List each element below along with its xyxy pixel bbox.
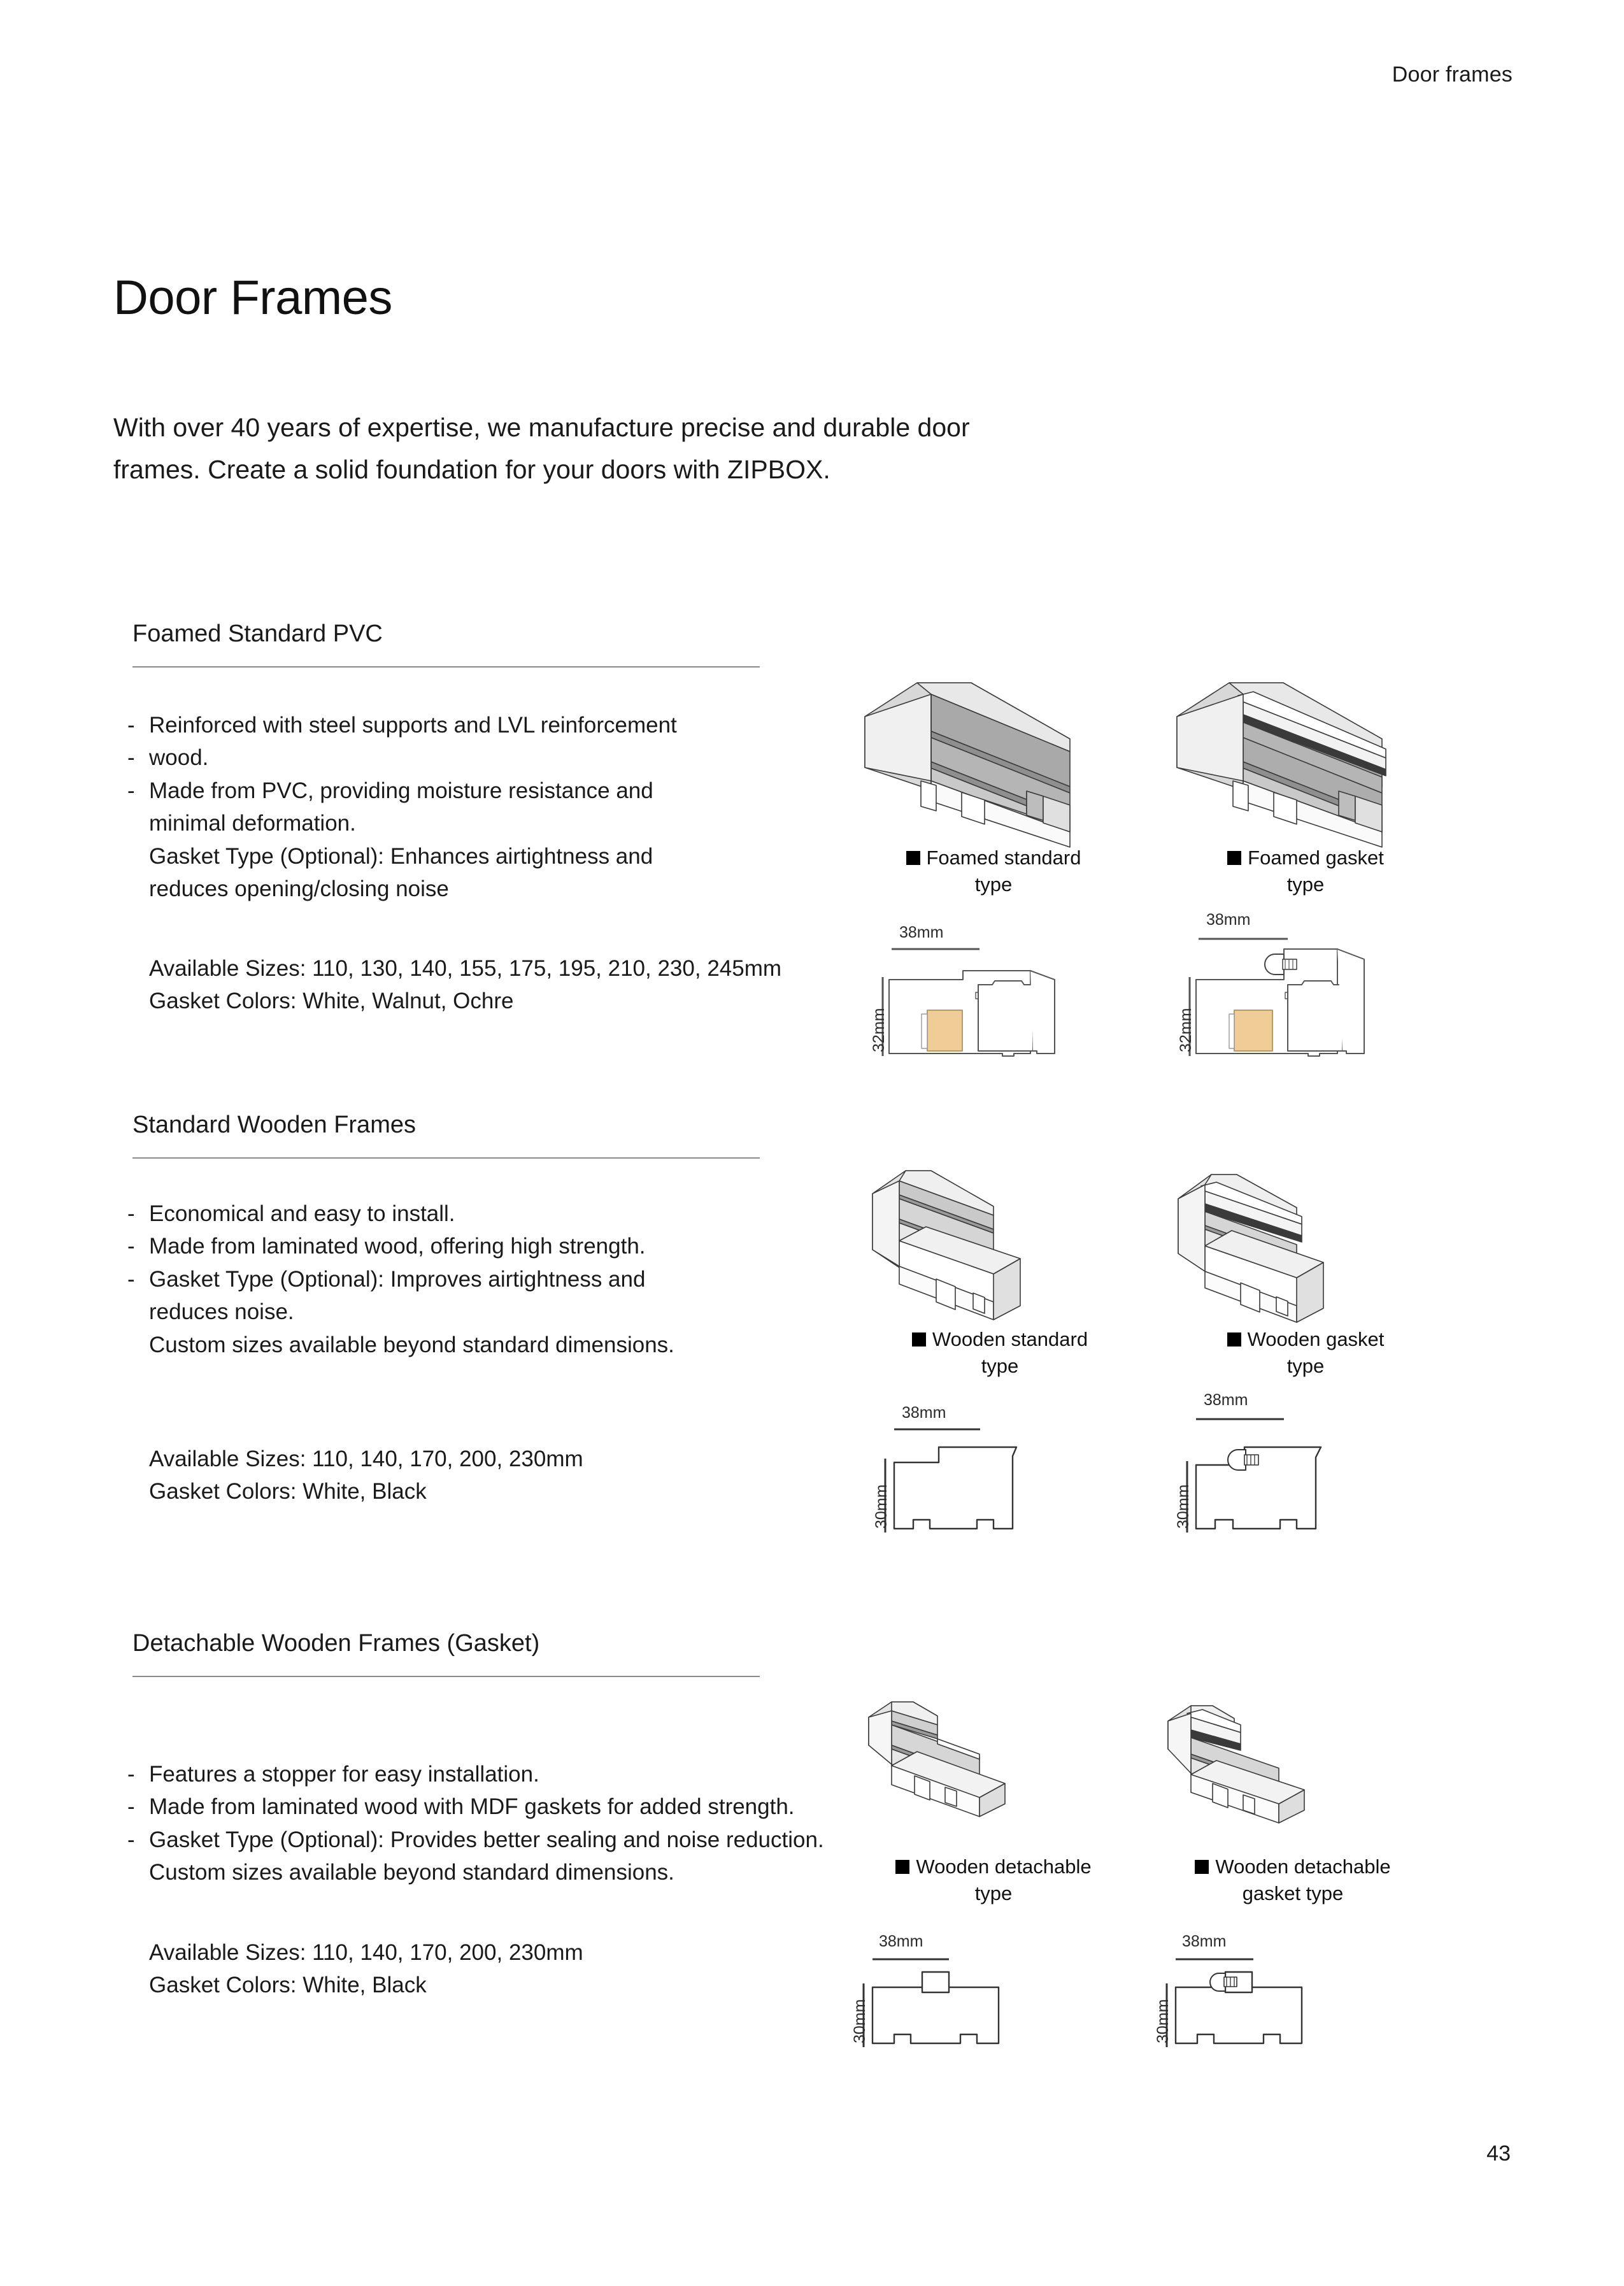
dash-marker: - <box>127 1266 135 1292</box>
spacer <box>127 1329 149 1361</box>
bullet-text: Reinforced with steel supports and LVL reinforcement <box>149 713 677 738</box>
section-divider-2 <box>132 1157 760 1159</box>
list-item-continuation <box>127 840 809 873</box>
caption-line-1: Wooden detachable <box>916 1855 1092 1878</box>
legend-square-icon <box>895 1860 909 1874</box>
section-title-2: Standard Wooden Frames <box>132 1111 416 1138</box>
render-wooden-detachable-3d <box>860 1682 1127 1860</box>
dimension-width-label: 38mm <box>1182 1932 1227 1950</box>
list-item <box>127 709 809 741</box>
dash-marker: - <box>127 745 135 771</box>
spacer <box>127 1856 149 1889</box>
dimension-height-label: 32mm <box>1177 1008 1195 1052</box>
spacer <box>127 873 149 905</box>
caption-line-2: type <box>1286 873 1325 896</box>
gasket-colors: Gasket Colors: White, Walnut, Ochre <box>149 989 514 1014</box>
spec-block-3 <box>149 1936 583 2002</box>
bullet-text: Economical and easy to install. <box>149 1201 455 1226</box>
dash-marker: - <box>127 713 135 738</box>
list-item <box>127 1824 930 1856</box>
dash-marker: - <box>127 1234 135 1259</box>
cross-section-wooden-standard <box>869 1401 1136 1541</box>
dimension-width-label: 38mm <box>902 1404 946 1422</box>
section-header-3 <box>132 1631 884 1677</box>
dash-marker: - <box>127 1762 135 1787</box>
bullet-text: Features a stopper for easy installation. <box>149 1762 539 1787</box>
bullet-list-1 <box>127 709 809 906</box>
continuation-text: reduces opening/closing noise <box>149 876 449 902</box>
caption-line-1: Foamed gasket <box>1248 847 1384 869</box>
legend-square-icon <box>1227 1332 1241 1347</box>
cross-section-foamed-standard <box>866 921 1134 1068</box>
continuation-text: Custom sizes available beyond standard dimensions. <box>149 1332 674 1357</box>
spec-block-1 <box>149 952 781 1018</box>
caption-line-2: type <box>981 1354 1019 1377</box>
running-header: Door frames <box>1392 62 1513 87</box>
dash-marker: - <box>127 1827 135 1852</box>
caption-line-2: type <box>974 1882 1013 1904</box>
render-wooden-detachable-gasket-3d <box>1159 1682 1427 1860</box>
section-title-1: Foamed Standard PVC <box>132 620 383 647</box>
caption-wooden-gasket <box>1172 1326 1439 1379</box>
cross-section-wooden-detachable <box>847 1929 1115 2056</box>
list-item-continuation <box>127 807 809 839</box>
section-header-2 <box>132 1112 763 1159</box>
continuation-text: Custom sizes available beyond standard dimensions. <box>149 1860 674 1885</box>
list-item <box>127 1263 809 1296</box>
bullet-text: Made from laminated wood, offering high strength. <box>149 1234 646 1259</box>
caption-line-2: gasket type <box>1242 1882 1344 1904</box>
gasket-colors: Gasket Colors: White, Black <box>149 1973 427 1998</box>
dash-marker: - <box>127 1794 135 1820</box>
spacer <box>127 807 149 839</box>
spacer <box>127 1296 149 1328</box>
list-item-continuation <box>127 873 809 905</box>
bullet-text: Made from PVC, providing moisture resistance and <box>149 778 653 803</box>
legend-square-icon <box>906 851 920 865</box>
render-wooden-standard-3d <box>860 1153 1134 1338</box>
list-item-continuation <box>127 1856 930 1889</box>
available-sizes: Available Sizes: 110, 140, 170, 200, 230mm <box>149 1940 583 1965</box>
caption-line-1: Wooden standard <box>932 1328 1088 1350</box>
dimension-width-label: 38mm <box>879 1932 923 1950</box>
caption-foamed-gasket <box>1172 845 1439 897</box>
caption-wooden-standard <box>866 1326 1134 1379</box>
caption-line-1: Wooden detachable <box>1215 1855 1391 1878</box>
caption-line-1: Foamed standard <box>926 847 1081 869</box>
bullet-text: Made from laminated wood with MDF gaskets for added strength. <box>149 1794 795 1820</box>
caption-line-1: Wooden gasket <box>1247 1328 1385 1350</box>
section-header-1 <box>132 621 763 668</box>
cross-section-wooden-gasket <box>1174 1389 1448 1541</box>
caption-wooden-detachable-gasket <box>1153 1854 1433 1906</box>
page-title: Door Frames <box>113 271 392 325</box>
intro-paragraph: With over 40 years of expertise, we manufacture precise and durable door frames. Create a solid foundation for your doors with ZIPBOX. <box>113 413 970 485</box>
cross-section-wooden-detachable-gasket <box>1146 1929 1420 2056</box>
gasket-colors: Gasket Colors: White, Black <box>149 1479 427 1504</box>
list-item <box>127 775 809 807</box>
legend-square-icon <box>912 1332 926 1347</box>
list-item <box>127 741 809 774</box>
bullet-list-2 <box>127 1197 809 1361</box>
spacer <box>127 840 149 873</box>
continuation-text: minimal deformation. <box>149 811 356 836</box>
section-title-3: Detachable Wooden Frames (Gasket) <box>132 1630 540 1657</box>
section-divider-3 <box>132 1676 760 1677</box>
title-block <box>113 271 1037 325</box>
dimension-height-label: 30mm <box>1154 1999 1172 2043</box>
dimension-height-label: 30mm <box>1174 1484 1192 1529</box>
legend-square-icon <box>1195 1860 1209 1874</box>
dimension-height-label: 30mm <box>851 1999 869 2043</box>
dimension-width-label: 38mm <box>899 924 944 941</box>
available-sizes: Available Sizes: 110, 140, 170, 200, 230mm <box>149 1447 583 1471</box>
caption-line-2: type <box>974 873 1013 896</box>
dimension-height-label: 32mm <box>870 1008 888 1052</box>
dimension-height-label: 30mm <box>873 1484 890 1529</box>
bullet-text: Gasket Type (Optional): Improves airtightness and <box>149 1266 646 1292</box>
list-item <box>127 1230 809 1262</box>
caption-line-2: type <box>1286 1354 1325 1377</box>
spec-block-2 <box>149 1443 583 1508</box>
legend-square-icon <box>1227 851 1241 865</box>
render-wooden-gasket-3d <box>1165 1153 1439 1338</box>
caption-wooden-detachable <box>853 1854 1134 1906</box>
bullet-text: Gasket Type (Optional): Provides better sealing and noise reduction. <box>149 1827 824 1852</box>
available-sizes: Available Sizes: 110, 130, 140, 155, 175, 195, 210, 230, 245mm <box>149 956 782 981</box>
dash-marker: - <box>127 778 135 803</box>
continuation-text: reduces noise. <box>149 1299 294 1325</box>
list-item-continuation <box>127 1329 809 1361</box>
continuation-text: Gasket Type (Optional): Enhances airtightness and <box>149 843 653 869</box>
list-item-continuation <box>127 1296 809 1328</box>
render-foamed-standard-3d <box>860 656 1127 847</box>
dash-marker: - <box>127 1201 135 1226</box>
caption-foamed-standard <box>860 845 1127 897</box>
list-item <box>127 1790 930 1823</box>
render-foamed-gasket-3d <box>1172 656 1439 847</box>
section-divider-1 <box>132 666 760 668</box>
cross-section-foamed-gasket <box>1178 908 1452 1068</box>
dimension-width-label: 38mm <box>1206 911 1251 929</box>
list-item <box>127 1758 930 1790</box>
bullet-list-3 <box>127 1758 930 1889</box>
page-number: 43 <box>1486 2141 1511 2166</box>
list-item <box>127 1197 809 1230</box>
bullet-text: wood. <box>149 745 209 771</box>
dimension-width-label: 38mm <box>1204 1391 1248 1409</box>
